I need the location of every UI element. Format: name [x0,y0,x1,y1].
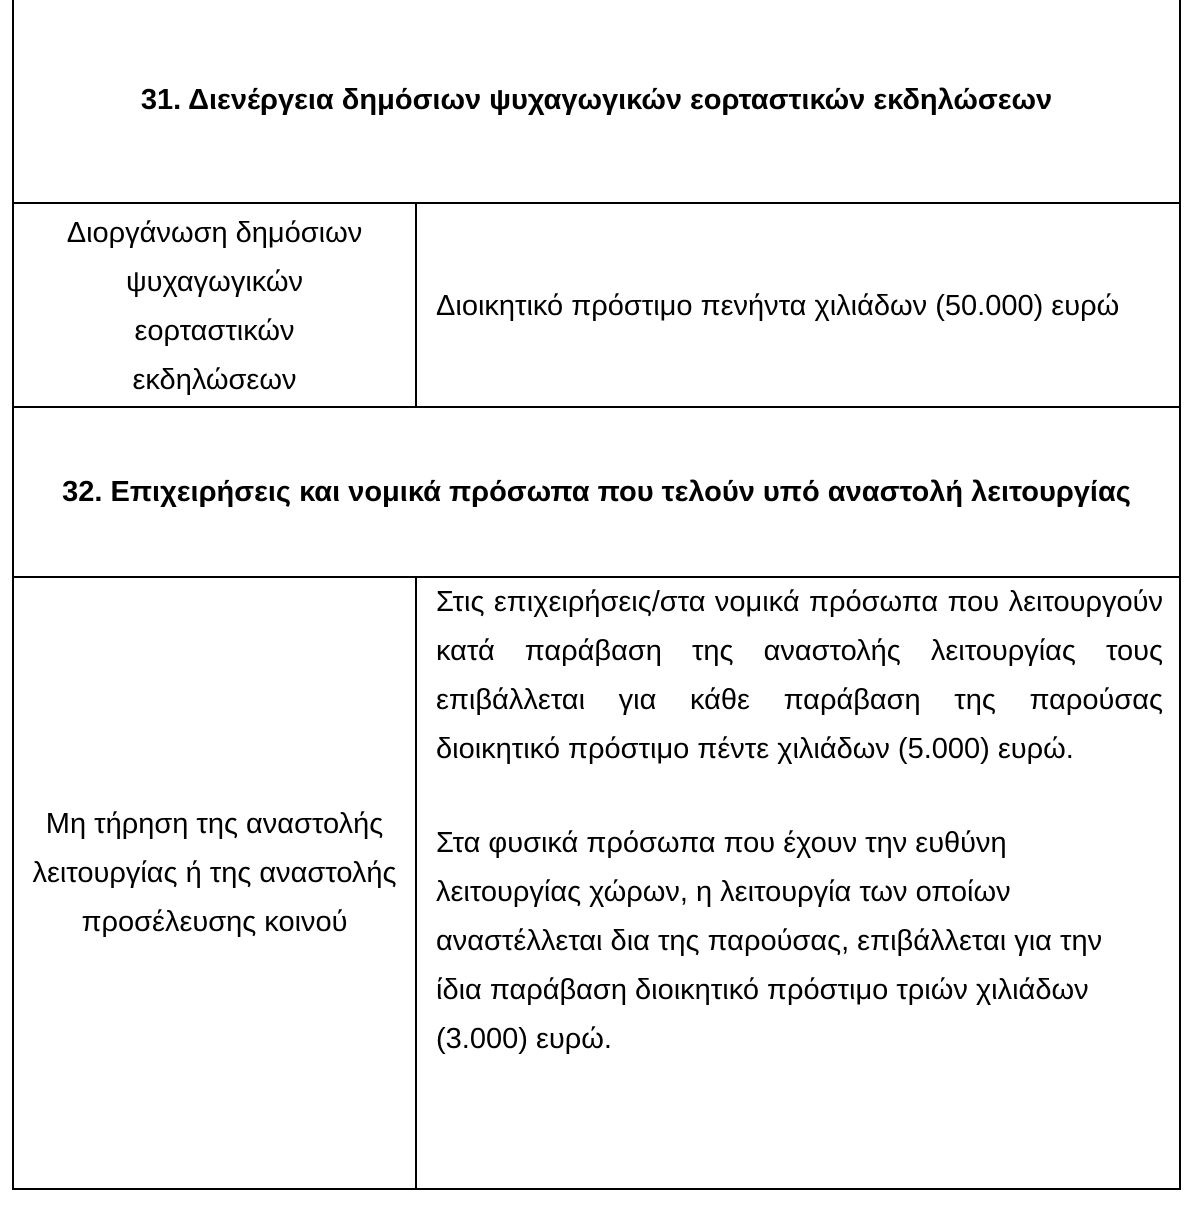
section-32-penalty-paragraph-1: Στις επιχειρήσεις/στα νομικά πρόσωπα που λειτουργούν κατά παράβαση της αναστολής λειτουργίας τους επιβάλλεται για κάθε παράβαση της παρούσας διοικητικό πρόστιμο πέντε χιλιάδων (5.000) ευρώ. [436,586,1163,765]
section-31-violation-text: Διοργάνωση δημόσιων ψυχαγωγικών εορταστικών εκδηλώσεων [66,217,363,396]
section-32-violation [14,578,415,1188]
penalties-table [12,0,1181,1190]
section-32-title: 32. Επιχειρήσεις και νομικά πρόσωπα που τελούν υπό αναστολή λειτουργίας [62,475,1131,508]
column-divider [415,204,417,408]
section-31-violation [14,204,415,408]
section-31-penalty-text: Διοικητικό πρόστιμο πενήντα χιλιάδων (50.000) ευρώ [436,290,1120,322]
section-31-title: 31. Διενέργεια δημόσιων ψυχαγωγικών εορταστικών εκδηλώσεων [140,83,1053,116]
section-32-violation-text: Μη τήρηση της αναστολής λειτουργίας ή της αναστολής προσέλευσης κοινού [32,807,397,938]
section-32-penalty [418,578,1179,1188]
section-32-penalty-paragraph-2: Στα φυσικά πρόσωπα που έχουν την ευθύνη λειτουργίας χώρων, η λειτουργία των οποίων αναστέλλεται δια της παρούσας, επιβάλλεται για την ίδια παράβαση διοικητικό πρόστιμο τριών χιλιάδων (3.000) ευρώ. [436,827,1103,1055]
section-31-penalty [418,204,1179,408]
column-divider [415,578,417,1188]
